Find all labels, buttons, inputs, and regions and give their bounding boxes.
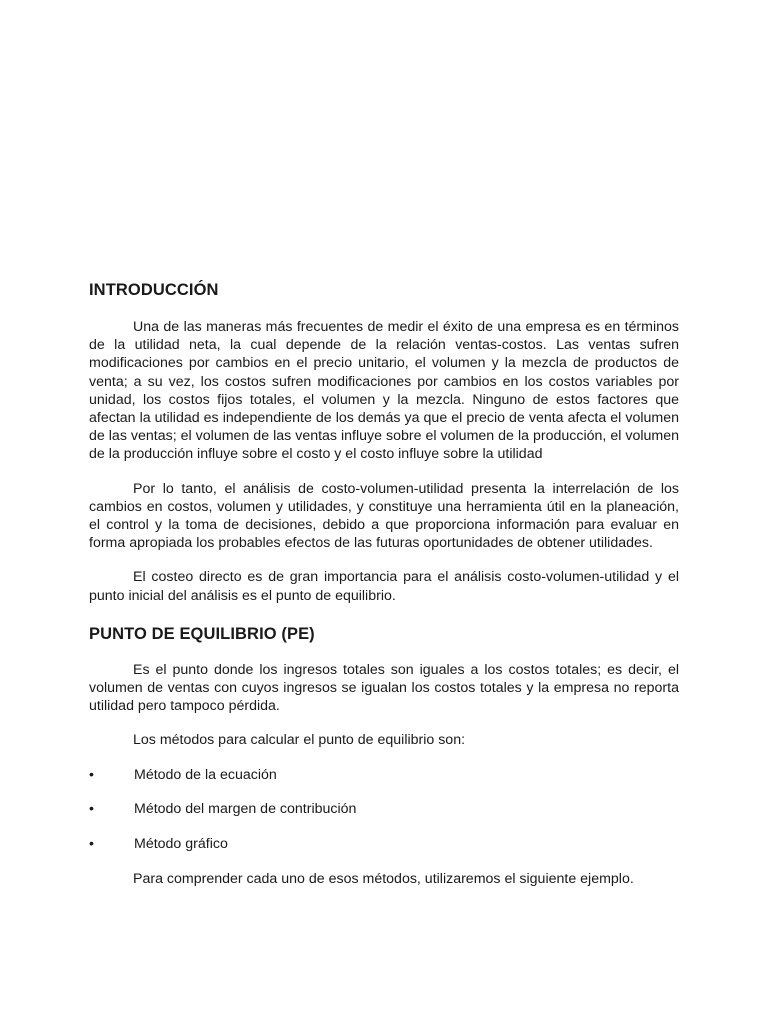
intro-paragraph-3: El costeo directo es de gran importancia para el análisis costo-volumen-utilidad y el punto inicial del análisis es el punto de equilibrio. [89, 569, 679, 604]
method-label: Método gráfico [134, 836, 228, 853]
intro-paragraph-2: Por lo tanto, el análisis de costo-volumen-utilidad presenta la interrelación de los cambios en costos, volumen y utilidades, y constituye una herramienta útil en la planeación, el control y la toma de decisiones, debido a que proporciona información para evaluar en forma apropiada los probables efectos de las futuras oportunidades de obtener utilidades. [89, 480, 679, 552]
intro-heading: INTRODUCCIÓN [89, 281, 219, 299]
method-label: Método del margen de contribución [134, 801, 357, 818]
list-item [89, 800, 679, 818]
bullet-icon: • [89, 766, 94, 783]
closing-paragraph: Para comprender cada uno de esos métodos, utilizaremos el siguiente ejemplo. [133, 870, 634, 887]
intro-paragraph-1: Una de las maneras más frecuentes de medir el éxito de una empresa es en términos de la utilidad neta, la cual depende de la relación ventas-costos. Las ventas sufren modificaciones por cambios en el precio unitario, el volumen y la mezcla de productos de venta; a su vez, los costos sufren modificaciones por cambios en los costos variables por unidad, los costos fijos totales, el volumen y la mezcla. Ninguno de estos factores que afectan la utilidad es independiente de los demás ya que el precio de venta afecta el volumen de las ventas; el volumen de las ventas influye sobre el volumen de la producción, el volumen de la producción influye sobre el costo y el costo influye sobre la utilidad [89, 319, 679, 463]
method-label: Método de la ecuación [134, 766, 277, 783]
methods-intro: Los métodos para calcular el punto de equilibrio son: [133, 732, 466, 749]
methods-list [89, 766, 679, 854]
list-item [89, 835, 679, 853]
pe-heading: PUNTO DE EQUILIBRIO (PE) [89, 624, 315, 643]
list-item [89, 766, 679, 784]
bullet-icon: • [89, 836, 94, 853]
pe-paragraph: Es el punto donde los ingresos totales son iguales a los costos totales; es decir, el volumen de ventas con cuyos ingresos se igualan los costos totales y la empresa no reporta utilidad pero tampoco pérdida. [89, 661, 679, 715]
bullet-icon: • [89, 801, 94, 818]
document-page [89, 280, 679, 888]
